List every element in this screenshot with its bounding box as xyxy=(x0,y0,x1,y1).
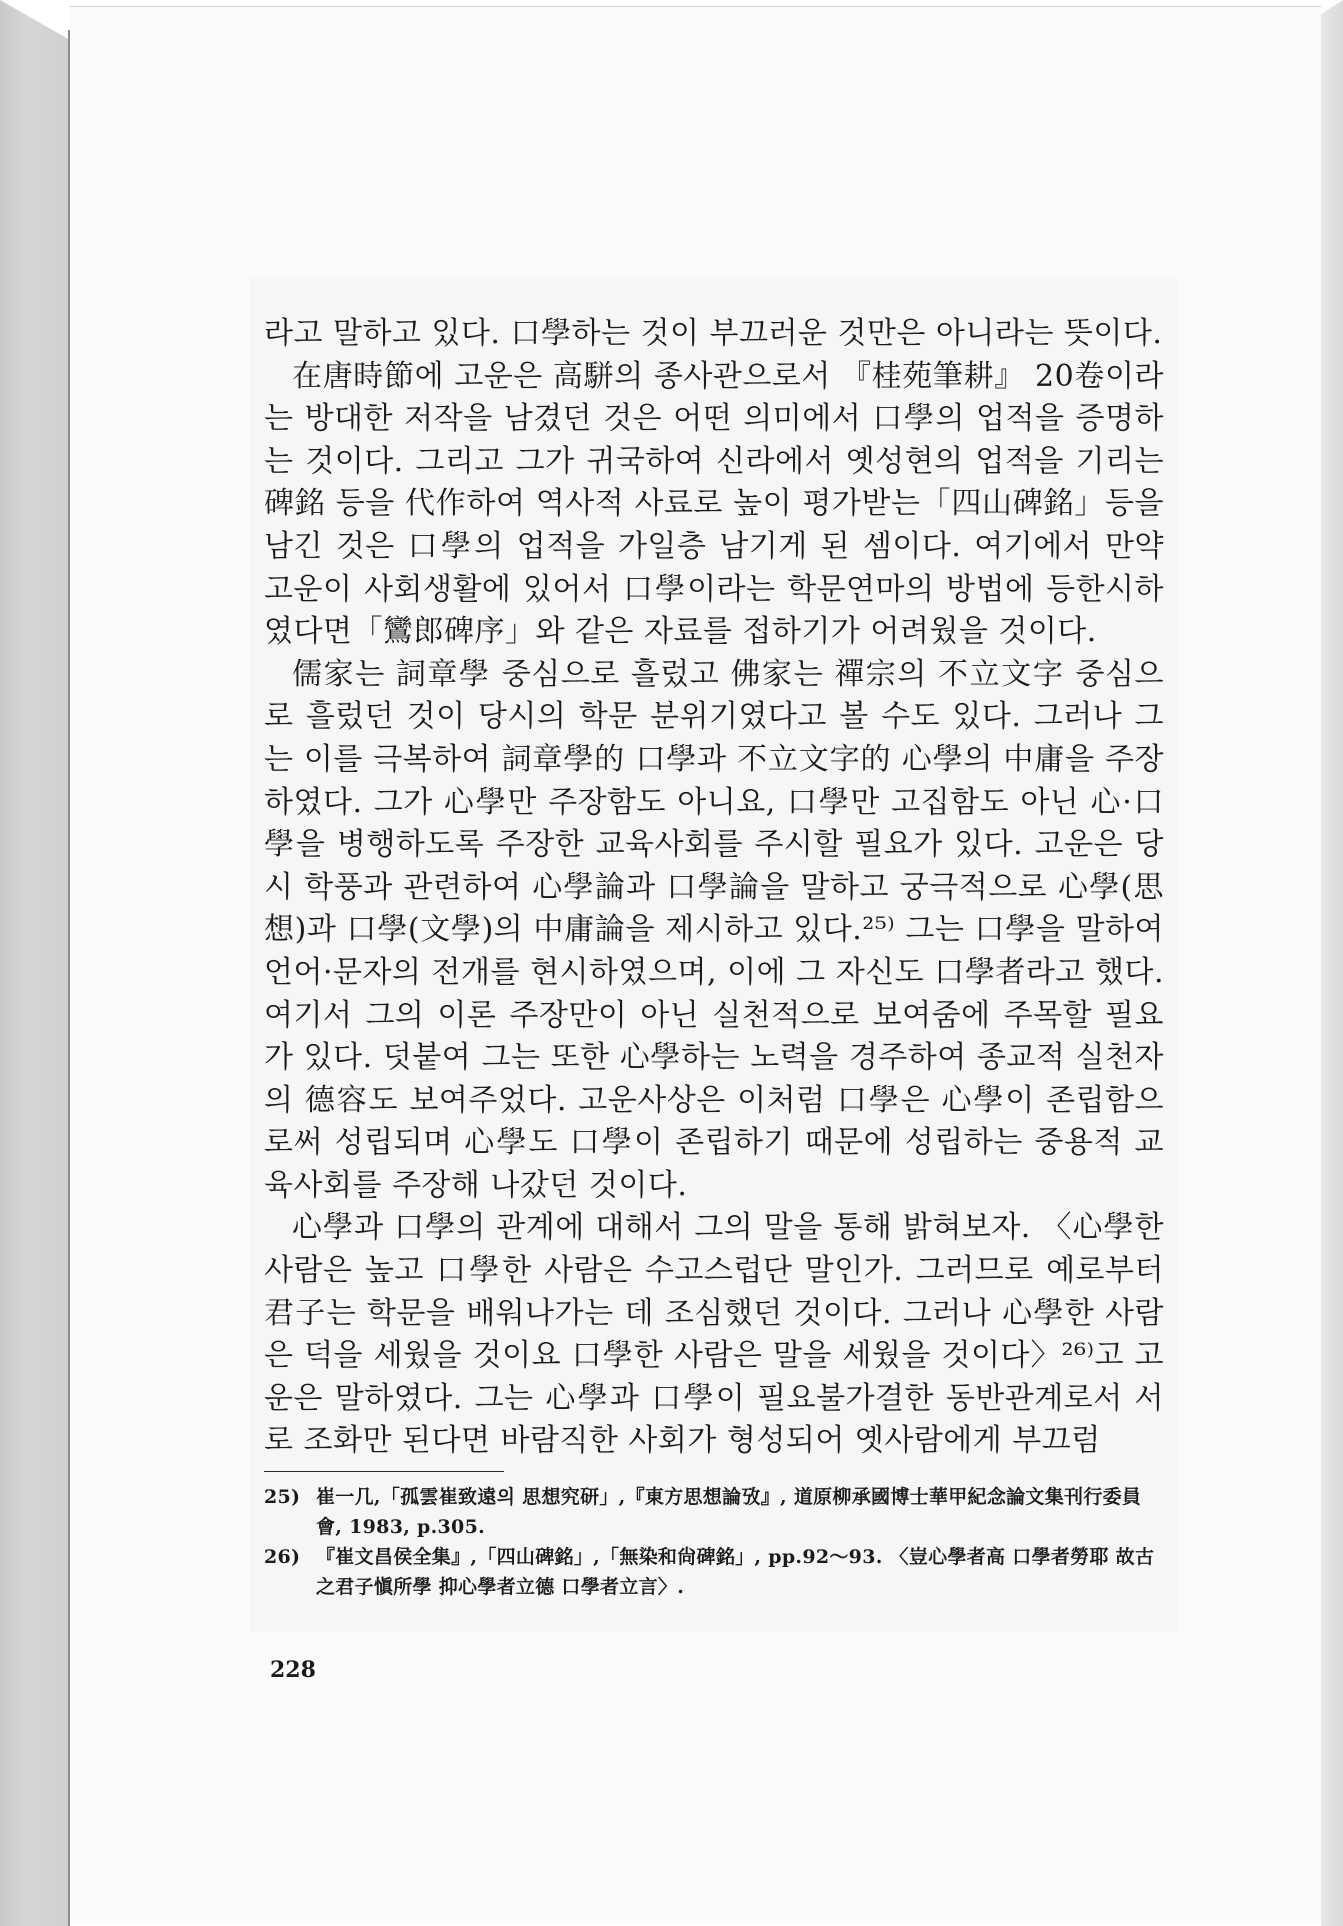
book-page xyxy=(70,6,1321,1923)
paragraph-1: 라고 말하고 있다. 口學하는 것이 부끄러운 것만은 아니라는 뜻이다. xyxy=(264,316,1163,351)
page-right-edge xyxy=(1321,0,1343,1926)
paragraph-3: 儒家는 詞章學 중심으로 흘렀고 佛家는 禪宗의 不立文字 중심으로 흘렀던 것이 당시의 학문 분위기였다고 볼 수도 있다. 그러나 그는 이를 극복하여 詞章學的 口學과 不立文字的 心學의 中庸을 주장하였다. 그가 心學만 주장함도 아니요, 口學만 고집함도 아닌 心·口學을 병행하도록 주장한 교육사회를 주시할 필요가 있다. 고운은 당시 학풍과 관련하여 心學論과 口學論을 말하고 궁극적으로 心學(思想)과 口學(文學)의 中庸論을 제시하고 있다.²⁵⁾ 그는 口學을 말하여 언어·문자의 전개를 현시하였으며, 이에 그 자신도 口學者라고 했다. 여기서 그의 이론 주장만이 아닌 실천적으로 보여줌에 주목할 필요가 있다. 덧붙여 그는 또한 心學하는 노력을 경주하여 종교적 실천자의 德容도 보여주었다. 고운사상은 이처럼 口學은 心學이 존립함으로써 성립되며 心學도 口學이 존립하기 때문에 성립하는 중용적 교육사회를 주장해 나갔던 것이다. xyxy=(264,656,1164,1203)
footnote-26 xyxy=(264,1542,1164,1602)
text-block xyxy=(250,277,1178,1632)
page-number: 228 xyxy=(270,1657,316,1683)
footnote-number: 25) xyxy=(264,1486,301,1509)
footnote-text: 崔一几,「孤雲崔致遠의 思想究研」,『東方思想論攷』, 道原柳承國博士華甲紀念論文集刊行委員會, 1983, p.305. xyxy=(316,1486,1142,1539)
footnote-25 xyxy=(264,1482,1164,1542)
book-spine xyxy=(0,0,70,1926)
paragraph-2: 在唐時節에 고운은 高駢의 종사관으로서 『桂苑筆耕』 20卷이라는 방대한 저작을 남겼던 것은 어떤 의미에서 口學의 업적을 증명하는 것이다. 그리고 그가 귀국하여 신라에서 옛성현의 업적을 기리는 碑銘 등을 代作하여 역사적 사료로 높이 평가받는「四山碑銘」등을 남긴 것은 口學의 업적을 가일층 남기게 된 셈이다. 여기에서 만약 고운이 사회생활에 있어서 口學이라는 학문연마의 방법에 등한시하였다면「鸞郎碑序」와 같은 자료를 접하기가 어려웠을 것이다. xyxy=(264,358,1164,650)
footnote-text: 『崔文昌侯全集』,「四山碑銘」,「無染和尙碑銘」, pp.92～93. 〈豈心學者高 口學者勞耶 故古之君子愼所學 抑心學者立德 口學者立言〉. xyxy=(316,1546,1155,1599)
footnote-separator xyxy=(264,1471,504,1472)
footnote-number: 26) xyxy=(264,1546,301,1569)
paragraph-4: 心學과 口學의 관계에 대해서 그의 말을 통해 밝혀보자. 〈心學한 사람은 높고 口學한 사람은 수고스럽단 말인가. 그러므로 예로부터 君子는 학문을 배워나가는 데 조심했던 것이다. 그러나 心學한 사람은 덕을 세웠을 것이요 口學한 사람은 말을 세웠을 것이다〉²⁶⁾고 고운은 말하였다. 그는 心學과 口學이 필요불가결한 동반관계로서 서로 조화만 된다면 바람직한 사회가 형성되어 옛사람에게 부끄럼 xyxy=(264,1210,1164,1459)
